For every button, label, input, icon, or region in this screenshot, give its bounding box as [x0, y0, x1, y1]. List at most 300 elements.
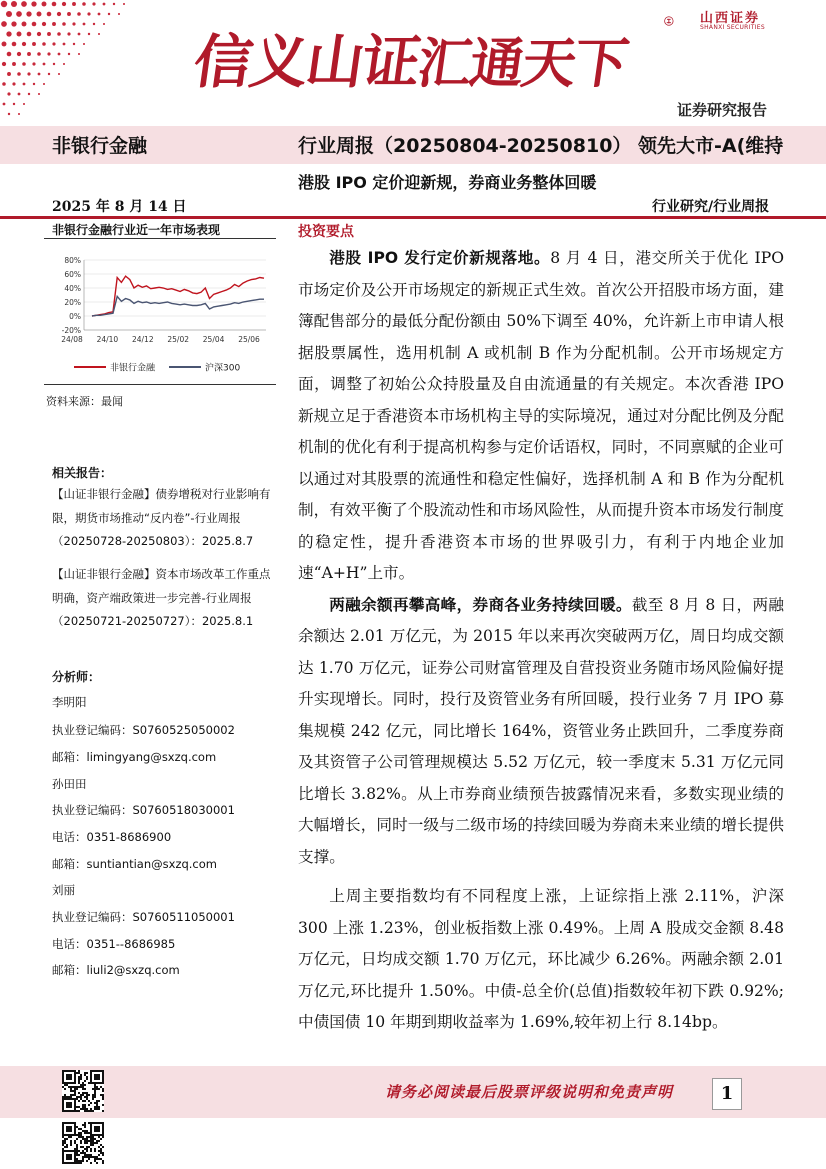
qr-module	[92, 1096, 94, 1098]
qr-module	[86, 1098, 88, 1100]
qr-module	[96, 1158, 98, 1160]
qr-module	[78, 1092, 80, 1094]
qr-module	[80, 1098, 82, 1100]
qr-module	[94, 1142, 96, 1144]
qr-module	[68, 1096, 70, 1098]
qr-module	[86, 1136, 88, 1138]
qr-module	[80, 1142, 82, 1144]
company-logo-icon	[664, 5, 698, 37]
decorative-dot	[77, 12, 81, 16]
decorative-dot	[78, 33, 81, 36]
qr-module	[102, 1096, 104, 1098]
qr-module	[88, 1082, 90, 1084]
decorative-dot	[87, 12, 90, 15]
qr-module	[90, 1138, 92, 1140]
decorative-dot	[7, 52, 12, 57]
qr-module	[66, 1146, 68, 1148]
decorative-dot	[63, 63, 65, 65]
decorative-dot	[6, 31, 11, 36]
qr-module	[92, 1140, 94, 1142]
paragraph	[298, 881, 784, 1039]
paragraph-text: 上周主要指数均有不同程度上涨，上证综指上涨 2.11%，沪深 300 上涨 1.23%，创业板指数上涨 0.49%。上周 A 股成交金额 8.48 万亿元，日均成交额 1.70 万亿元，环比减少 6.26%。两融余额 2.01 万亿元,环比提升 1.50%。中债-总全价(总值)指数较年初下跌 0.92%;中债国债 10 年期到期收益率为 1.69%,较年初上行 8.14bp。	[298, 887, 784, 1031]
decorative-dot	[48, 73, 50, 75]
decorative-dot	[88, 33, 90, 35]
qr-module	[84, 1104, 86, 1106]
qr-module	[88, 1146, 90, 1148]
investment-highlights-title: 投资要点	[298, 224, 354, 240]
qr-module	[102, 1110, 104, 1112]
qr-module	[90, 1154, 92, 1156]
qr-module	[76, 1086, 78, 1088]
decorative-dot	[72, 2, 76, 6]
decorative-dot	[2, 62, 6, 66]
qr-module	[86, 1142, 88, 1144]
qr-module	[90, 1108, 92, 1110]
qr-module	[80, 1086, 82, 1088]
decorative-dot	[17, 72, 21, 76]
y-tick-label: 40%	[64, 284, 81, 293]
qr-module	[82, 1092, 84, 1094]
qr-module	[78, 1136, 80, 1138]
decorative-dot	[8, 113, 10, 115]
qr-module	[80, 1160, 82, 1162]
qr-module	[78, 1154, 80, 1156]
qr-module	[72, 1086, 74, 1088]
qr-module	[92, 1094, 94, 1096]
qr-module	[92, 1142, 94, 1144]
decorative-dot	[12, 42, 17, 47]
decorative-dot	[62, 22, 66, 26]
decorative-dot	[62, 2, 66, 6]
sector-name: 非银行金融	[52, 135, 148, 157]
analyst-phone: 电话：0351--8686985	[52, 937, 176, 951]
y-tick-label: -20%	[61, 326, 81, 335]
qr-module	[92, 1098, 94, 1100]
decorative-dot	[18, 113, 20, 115]
qr-module	[90, 1150, 92, 1152]
qr-module	[94, 1092, 96, 1094]
analyst-email[interactable]: 邮箱：limingyang@sxzq.com	[52, 750, 217, 764]
decorative-dot	[118, 13, 120, 15]
qr-module	[62, 1096, 64, 1098]
decorative-dot	[67, 32, 70, 35]
qr-module	[78, 1132, 80, 1134]
qr-module	[78, 1162, 80, 1164]
qr-module	[82, 1108, 84, 1110]
qr-module	[64, 1088, 66, 1090]
paragraph-text: 8 月 4 日，港交所关于优化 IPO 市场定价及公开市场规定的新规正式生效。首次公开招股市场方面，建簿配售部分的最低分配份额由 50%下调至 40%，允许新上市申请人根据股票属性，选用机制 A 或机制 B 作为分配机制。公开市场规定方面，调整了初始公众持股量及自由流通量的有关规定。本次香港 IPO 新规立足于香港资本市场机构主导的实际境况，通过对分配比例及分配机制的优化有利于提高机构参与定价话语权，同时，不同禀赋的企业可以通过对其股票的流通性和稳定性偏好，选择机制 A 和 B 作为分配机制，有效平衡了个股流动性和市场风险性，从而提升资本市场发行制度的稳定性，提升香港资本市场的世界吸引力，有利于内地企业加速“A+H”上市。	[298, 249, 784, 582]
qr-module	[62, 1086, 64, 1088]
qr-module	[86, 1130, 88, 1132]
qr-module	[82, 1156, 84, 1158]
qr-module	[96, 1106, 98, 1108]
qr-module	[70, 1142, 72, 1144]
qr-module	[78, 1086, 80, 1088]
disclaimer-notice[interactable]: 请务必阅读最后股票评级说明和免责声明	[385, 1083, 674, 1101]
qr-finder-core	[94, 1074, 100, 1080]
qr-module	[62, 1140, 64, 1142]
qr-module	[84, 1142, 86, 1144]
decorative-dot	[28, 93, 30, 95]
decorative-dot	[22, 22, 27, 27]
qr-module	[74, 1088, 76, 1090]
qr-module	[74, 1092, 76, 1094]
qr-module	[102, 1160, 104, 1162]
qr-module	[80, 1162, 82, 1164]
qr-module	[80, 1084, 82, 1086]
qr-module	[80, 1078, 82, 1080]
decorative-dot	[57, 32, 61, 36]
qr-module	[76, 1152, 78, 1154]
qr-module	[86, 1078, 88, 1080]
qr-module	[98, 1150, 100, 1152]
qr-module	[78, 1106, 80, 1108]
decorative-dot	[43, 63, 46, 66]
y-tick-label: 80%	[64, 256, 81, 265]
qr-module	[64, 1142, 66, 1144]
decorative-dot-pattern	[0, 0, 130, 125]
qr-module	[98, 1158, 100, 1160]
qr-module	[86, 1160, 88, 1162]
decorative-dot	[92, 2, 95, 5]
qr-module	[80, 1134, 82, 1136]
qr-module	[100, 1138, 102, 1140]
qr-module	[84, 1154, 86, 1156]
qr-module	[88, 1140, 90, 1142]
decorative-dot	[58, 73, 60, 75]
decorative-dot	[42, 42, 46, 46]
qr-module	[76, 1134, 78, 1136]
qr-module	[96, 1102, 98, 1104]
qr-module	[74, 1140, 76, 1142]
analyst-phone: 电话：0351-8686900	[52, 830, 172, 844]
qr-module	[84, 1088, 86, 1090]
qr-module	[74, 1086, 76, 1088]
qr-module	[84, 1122, 86, 1124]
qr-module	[92, 1136, 94, 1138]
qr-module	[82, 1146, 84, 1148]
qr-code-icon	[62, 1122, 104, 1164]
qr-module	[90, 1110, 92, 1112]
decorative-dot	[3, 103, 6, 106]
qr-module	[94, 1150, 96, 1152]
qr-module	[84, 1132, 86, 1134]
qr-module	[86, 1076, 88, 1078]
qr-module	[102, 1098, 104, 1100]
qr-module	[98, 1140, 100, 1142]
decorative-dot	[7, 72, 11, 76]
qr-module	[78, 1076, 80, 1078]
y-tick-label: 0%	[69, 312, 81, 321]
qr-module	[86, 1096, 88, 1098]
qr-module	[90, 1148, 92, 1150]
decorative-dot	[53, 63, 55, 65]
qr-module	[88, 1156, 90, 1158]
decorative-dot	[21, 1, 27, 7]
qr-module	[76, 1138, 78, 1140]
qr-module	[76, 1150, 78, 1152]
qr-module	[82, 1124, 84, 1126]
qr-module	[102, 1136, 104, 1138]
qr-module	[96, 1162, 98, 1164]
x-tick-label: 24/10	[96, 335, 119, 344]
qr-module	[82, 1082, 84, 1084]
qr-module	[94, 1158, 96, 1160]
analyst-registration: 执业登记编码：S0760525050002	[52, 723, 235, 737]
qr-module	[84, 1106, 86, 1108]
qr-module	[96, 1100, 98, 1102]
analyst-email[interactable]: 邮箱：suntiantian@sxzq.com	[52, 857, 217, 871]
qr-module	[76, 1160, 78, 1162]
decorative-dot	[38, 73, 41, 76]
paragraph-lead: 两融余额再攀高峰，券商各业务持续回暖。	[329, 595, 632, 614]
qr-module	[102, 1090, 104, 1092]
qr-module	[62, 1148, 64, 1150]
decorative-dot	[17, 52, 21, 56]
qr-module	[94, 1106, 96, 1108]
page-number: 1	[712, 1078, 742, 1110]
qr-module	[70, 1136, 72, 1138]
decorative-dot	[98, 13, 101, 16]
qr-module	[102, 1094, 104, 1096]
qr-module	[94, 1096, 96, 1098]
qr-module	[90, 1156, 92, 1158]
qr-module	[80, 1136, 82, 1138]
decorative-dot	[1, 21, 7, 27]
qr-module	[78, 1128, 80, 1130]
qr-module	[84, 1074, 86, 1076]
decorative-dot	[42, 2, 47, 7]
qr-module	[70, 1144, 72, 1146]
qr-module	[64, 1084, 66, 1086]
qr-module	[74, 1148, 76, 1150]
qr-module	[84, 1124, 86, 1126]
qr-module	[76, 1072, 78, 1074]
slogan-part-1: 信义山证	[189, 28, 424, 96]
qr-code-icon	[62, 1070, 104, 1112]
decorative-dot	[57, 12, 61, 16]
qr-module	[84, 1072, 86, 1074]
decorative-dot	[31, 1, 36, 6]
analyst-email[interactable]: 邮箱：liuli2@sxzq.com	[52, 963, 180, 977]
decorative-dot	[32, 42, 36, 46]
decorative-dot	[22, 42, 26, 46]
chart-title: 非银行金融行业近一年市场表现	[52, 223, 221, 237]
qr-module	[76, 1088, 78, 1090]
qr-module	[76, 1148, 78, 1150]
qr-module	[86, 1156, 88, 1158]
decorative-dot	[27, 32, 32, 37]
decorative-dot	[23, 103, 25, 105]
qr-finder-core	[66, 1126, 72, 1132]
investment-highlights-body	[298, 243, 784, 1039]
decorative-dot	[33, 83, 35, 85]
qr-module	[82, 1104, 84, 1106]
qr-module	[94, 1156, 96, 1158]
qr-module	[66, 1144, 68, 1146]
analyst-name: 李明阳	[52, 695, 87, 709]
decorative-dot	[67, 12, 71, 16]
qr-module	[94, 1086, 96, 1088]
qr-module	[88, 1100, 90, 1102]
analysts-title: 分析师：	[52, 670, 101, 684]
qr-module	[102, 1104, 104, 1106]
qr-module	[94, 1108, 96, 1110]
qr-module	[70, 1094, 72, 1096]
analyst-registration: 执业登记编码：S0760518030001	[52, 803, 235, 817]
y-tick-label: 60%	[64, 270, 81, 279]
qr-module	[78, 1096, 80, 1098]
qr-module	[76, 1146, 78, 1148]
qr-module	[64, 1096, 66, 1098]
qr-module	[70, 1086, 72, 1088]
decorative-dot	[26, 11, 31, 16]
report-category: 行业研究/行业周报	[652, 199, 770, 215]
qr-module	[82, 1158, 84, 1160]
decorative-dot	[72, 22, 75, 25]
qr-module	[88, 1132, 90, 1134]
qr-module	[72, 1090, 74, 1092]
decorative-dot	[22, 62, 26, 66]
qr-finder-core	[66, 1074, 72, 1080]
decorative-dot	[52, 2, 57, 7]
qr-module	[84, 1130, 86, 1132]
qr-module	[96, 1142, 98, 1144]
qr-module	[98, 1106, 100, 1108]
decorative-dot	[17, 32, 22, 37]
qr-module	[94, 1088, 96, 1090]
qr-module	[90, 1140, 92, 1142]
qr-module	[86, 1108, 88, 1110]
qr-module	[70, 1140, 72, 1142]
qr-module	[86, 1072, 88, 1074]
qr-module	[70, 1096, 72, 1098]
qr-module	[80, 1096, 82, 1098]
qr-module	[80, 1108, 82, 1110]
report-date: 2025 年 8 月 14 日	[52, 199, 187, 215]
qr-module	[76, 1158, 78, 1160]
qr-module	[100, 1094, 102, 1096]
qr-module	[80, 1146, 82, 1148]
decorative-dot	[123, 3, 125, 5]
decorative-dot	[73, 43, 75, 45]
y-tick-label: 20%	[64, 298, 81, 307]
qr-finder-core	[94, 1126, 100, 1132]
decorative-dot	[27, 72, 30, 75]
decorative-dot	[103, 3, 106, 6]
qr-module	[84, 1108, 86, 1110]
legend-label: 沪深300	[205, 363, 241, 374]
decorative-dot	[47, 52, 50, 55]
qr-module	[80, 1132, 82, 1134]
analyst-name: 刘丽	[52, 883, 75, 897]
qr-module	[88, 1104, 90, 1106]
qr-module	[90, 1136, 92, 1138]
qr-module	[84, 1140, 86, 1142]
qr-module	[94, 1084, 96, 1086]
qr-module	[96, 1156, 98, 1158]
qr-module	[94, 1160, 96, 1162]
qr-module	[66, 1138, 68, 1140]
qr-module	[84, 1092, 86, 1094]
qr-module	[98, 1146, 100, 1148]
decorative-dot	[32, 62, 35, 65]
qr-module	[90, 1102, 92, 1104]
decorative-dot	[78, 53, 80, 55]
qr-module	[94, 1094, 96, 1096]
qr-module	[72, 1094, 74, 1096]
qr-module	[90, 1162, 92, 1164]
qr-module	[82, 1130, 84, 1132]
qr-module	[66, 1084, 68, 1086]
report-subtitle: 港股 IPO 定价迎新规，券商业务整体回暖	[298, 173, 597, 192]
qr-module	[76, 1096, 78, 1098]
qr-module	[96, 1088, 98, 1090]
qr-module	[64, 1138, 66, 1140]
qr-module	[80, 1094, 82, 1096]
qr-module	[70, 1090, 72, 1092]
qr-module	[78, 1160, 80, 1162]
qr-module	[92, 1088, 94, 1090]
qr-module	[78, 1072, 80, 1074]
decorative-dot	[23, 83, 26, 86]
qr-module	[100, 1152, 102, 1154]
qr-module	[96, 1140, 98, 1142]
qr-module	[86, 1110, 88, 1112]
related-report-item[interactable]: 【山证非银行金融】债券增税对行业影响有限，期货市场推动“反内卷”-行业周报（20250728-20250803）：2025.8.7	[52, 487, 271, 548]
qr-module	[84, 1080, 86, 1082]
decorative-dot	[1, 1, 7, 7]
qr-module	[78, 1070, 80, 1072]
qr-module	[82, 1100, 84, 1102]
qr-module	[84, 1138, 86, 1140]
qr-module	[102, 1146, 104, 1148]
related-report-item[interactable]: 【山证非银行金融】资本市场改革工作重点明确，资产端政策进一步完善-行业周报（20250721-20250727）：2025.8.1	[52, 567, 271, 628]
qr-module	[66, 1096, 68, 1098]
qr-module	[62, 1144, 64, 1146]
qr-module	[78, 1134, 80, 1136]
x-tick-label: 24/08	[61, 335, 83, 344]
qr-module	[102, 1088, 104, 1090]
decorative-dot	[37, 12, 42, 17]
logo-text-cn: 山西证券	[700, 11, 761, 26]
decorative-dot	[42, 22, 46, 26]
report-title: 行业周报（20250804-20250810） 领先大市-A(维持	[298, 135, 784, 157]
decorative-dot	[16, 11, 22, 17]
decorative-dot	[11, 1, 17, 7]
decorative-dot	[103, 23, 105, 25]
qr-module	[88, 1110, 90, 1112]
chart-bottom-rule	[44, 384, 276, 385]
qr-module	[80, 1074, 82, 1076]
decorative-dot	[82, 2, 86, 6]
qr-module	[84, 1148, 86, 1150]
qr-module	[70, 1088, 72, 1090]
logo-text-en: SHANXI SECURITIES	[700, 24, 765, 31]
decorative-dot	[108, 13, 110, 15]
decorative-dot	[83, 43, 85, 45]
qr-module	[100, 1148, 102, 1150]
qr-module	[82, 1152, 84, 1154]
x-tick-label: 24/12	[131, 335, 154, 344]
qr-module	[102, 1152, 104, 1154]
chart-source: 资料来源：最闻	[46, 395, 123, 408]
qr-module	[92, 1138, 94, 1140]
qr-finder-core	[66, 1154, 72, 1160]
qr-module	[98, 1088, 100, 1090]
legend-label: 非银行金融	[110, 363, 156, 374]
qr-module	[82, 1138, 84, 1140]
